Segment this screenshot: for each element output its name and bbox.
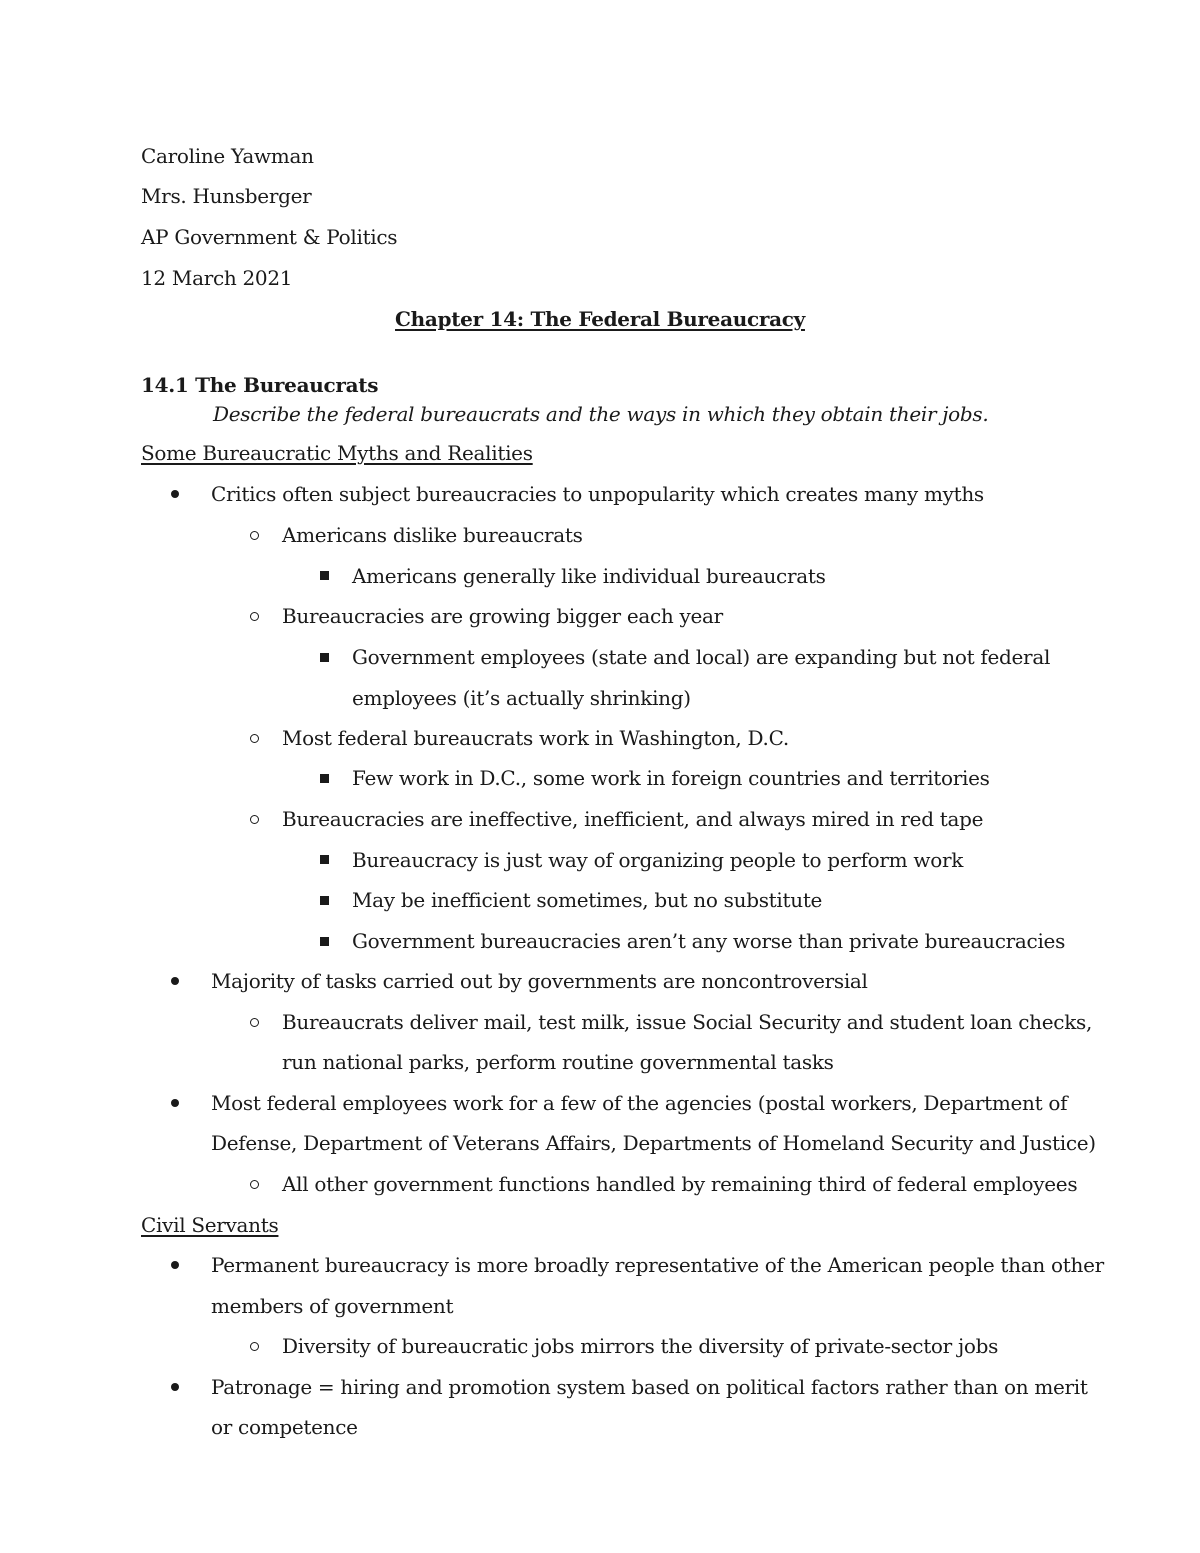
list-item: Americans generally like individual bureaucrats bbox=[352, 564, 826, 588]
list-item: Bureaucracies are ineffective, inefficient, and always mired in red tape bbox=[282, 807, 984, 831]
document-date: 12 March 2021 bbox=[141, 266, 293, 290]
subsection-heading-civil-servants: Civil Servants bbox=[141, 1213, 279, 1237]
list-item: Government bureaucracies aren’t any worse than private bureaucracies bbox=[352, 929, 1066, 953]
list-item-continuation: employees (it’s actually shrinking) bbox=[352, 686, 691, 710]
bullet-circle-icon bbox=[250, 815, 259, 824]
bullet-circle-icon bbox=[250, 531, 259, 540]
list-item: Bureaucrats deliver mail, test milk, issue Social Security and student loan checks, bbox=[282, 1010, 1093, 1034]
list-item: Critics often subject bureaucracies to unpopularity which creates many myths bbox=[211, 482, 984, 506]
section-heading: 14.1 The Bureaucrats bbox=[141, 373, 379, 397]
bullet-disc-icon bbox=[171, 1383, 179, 1391]
list-item: Permanent bureaucracy is more broadly representative of the American people than other bbox=[211, 1253, 1104, 1277]
list-item: May be inefficient sometimes, but no substitute bbox=[352, 888, 823, 912]
list-item-continuation: or competence bbox=[211, 1415, 358, 1439]
list-item: All other government functions handled by remaining third of federal employees bbox=[282, 1172, 1078, 1196]
list-item: Most federal bureaucrats work in Washington, D.C. bbox=[282, 726, 789, 750]
teacher-name: Mrs. Hunsberger bbox=[141, 184, 312, 208]
list-item-continuation: members of government bbox=[211, 1294, 454, 1318]
bullet-square-icon bbox=[320, 653, 329, 662]
bullet-circle-icon bbox=[250, 612, 259, 621]
subsection-heading-myths: Some Bureaucratic Myths and Realities bbox=[141, 441, 533, 465]
list-item: Bureaucracies are growing bigger each year bbox=[282, 604, 723, 628]
list-item: Bureaucracy is just way of organizing people to perform work bbox=[352, 848, 964, 872]
course-name: AP Government & Politics bbox=[141, 225, 398, 249]
bullet-disc-icon bbox=[171, 977, 179, 985]
learning-objective: Describe the federal bureaucrats and the ways in which they obtain their jobs. bbox=[213, 402, 989, 426]
bullet-disc-icon bbox=[171, 1261, 179, 1269]
bullet-disc-icon bbox=[171, 490, 179, 498]
list-item-continuation: run national parks, perform routine governmental tasks bbox=[282, 1050, 834, 1074]
document-title: Chapter 14: The Federal Bureaucracy bbox=[395, 307, 805, 331]
list-item: Diversity of bureaucratic jobs mirrors the diversity of private-sector jobs bbox=[282, 1334, 999, 1358]
bullet-circle-icon bbox=[250, 1342, 259, 1351]
bullet-circle-icon bbox=[250, 734, 259, 743]
bullet-circle-icon bbox=[250, 1018, 259, 1027]
bullet-square-icon bbox=[320, 855, 329, 864]
bullet-square-icon bbox=[320, 937, 329, 946]
bullet-circle-icon bbox=[250, 1180, 259, 1189]
bullet-square-icon bbox=[320, 571, 329, 580]
student-name: Caroline Yawman bbox=[141, 144, 314, 168]
list-item: Few work in D.C., some work in foreign countries and territories bbox=[352, 766, 990, 790]
list-item-continuation: Defense, Department of Veterans Affairs, Departments of Homeland Security and Justice) bbox=[211, 1131, 1096, 1155]
bullet-square-icon bbox=[320, 774, 329, 783]
bullet-square-icon bbox=[320, 896, 329, 905]
list-item: Majority of tasks carried out by governments are noncontroversial bbox=[211, 969, 868, 993]
list-item: Government employees (state and local) are expanding but not federal bbox=[352, 645, 1051, 669]
bullet-disc-icon bbox=[171, 1099, 179, 1107]
list-item: Most federal employees work for a few of the agencies (postal workers, Department of bbox=[211, 1091, 1068, 1115]
list-item: Patronage = hiring and promotion system based on political factors rather than on merit bbox=[211, 1375, 1088, 1399]
list-item: Americans dislike bureaucrats bbox=[282, 523, 583, 547]
